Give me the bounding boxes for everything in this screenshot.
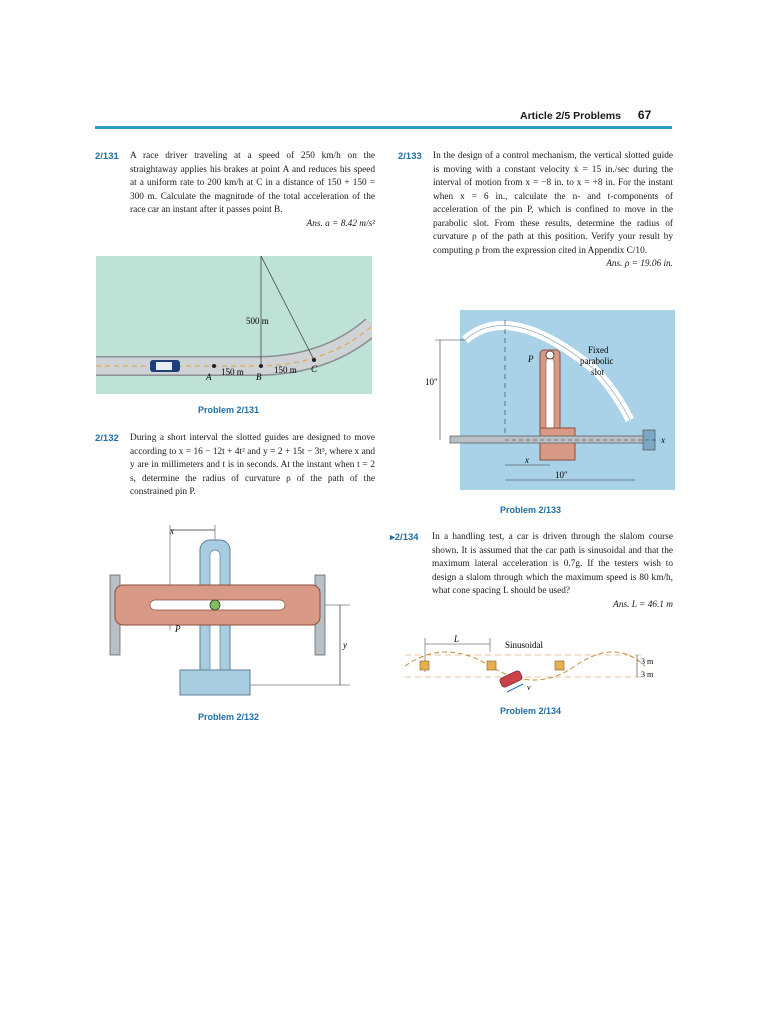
header-section: Article 2/5 Problems bbox=[520, 110, 621, 122]
problem-2-133 bbox=[398, 150, 673, 272]
problem-text: A race driver traveling at a speed of 250 km/h on the straightaway applies his brakes at point A and reduces his speed at a uniform rate to 200 km/h at C in a distance of 150 + 150 = 300 m. Calculate the magnitude of the total acceleration of the race car an instant after it passes point B. bbox=[130, 151, 375, 215]
pin-label: P bbox=[528, 354, 534, 364]
running-header bbox=[520, 108, 651, 122]
vertical-guide-base bbox=[180, 670, 250, 695]
point-a-marker bbox=[212, 364, 216, 368]
problem-number: 2/131 bbox=[95, 151, 119, 162]
radius-label: 500 m bbox=[246, 316, 269, 326]
segment-bc-label: 150 m bbox=[274, 365, 297, 375]
point-c-marker bbox=[312, 358, 316, 362]
problem-number: 2/133 bbox=[398, 151, 422, 162]
header-rule bbox=[95, 126, 672, 129]
sinusoidal-label: Sinusoidal bbox=[505, 640, 544, 650]
figure-background bbox=[460, 310, 675, 490]
point-b-marker bbox=[259, 364, 263, 368]
problem-text: In the design of a control mechanism, the vertical slotted guide is moving with a constant velocity ẋ = 15 in./sec during the interval of motion from x = −8 in. to x = +8 in. For the instant when x = 6 in., calculate the n- and t-components of acceleration of the pin P, which is confined to move in the parabolic slot. From these results, determine the radius of curvature ρ of the path at this position. Verify your result by computing ρ from the expression cited in Appendix C/10. bbox=[433, 151, 673, 256]
caption-2-134: Problem 2/134 bbox=[500, 706, 562, 716]
problem-2-134 bbox=[390, 531, 673, 612]
problem-number: ▸2/134 bbox=[390, 532, 419, 543]
figure-2-133 bbox=[425, 310, 675, 490]
y-label: y bbox=[343, 640, 347, 650]
dim2-label: 3 m bbox=[641, 670, 654, 679]
figure-2-134 bbox=[405, 632, 673, 702]
caption-2-131: Problem 2/131 bbox=[198, 405, 260, 415]
slot-label-3: slot bbox=[591, 367, 605, 377]
figure-2-132 bbox=[100, 520, 365, 705]
problem-text: In a handling test, a car is driven through the slalom course shown. It is assumed that the car path is sinusoidal and that the maximum lateral acceleration is 0.7g. If the testers wish to design a slalom through which the maximum speed is 80 km/h, what cone spacing L should be used? bbox=[432, 532, 673, 596]
pin-label: P bbox=[175, 624, 181, 634]
caption-2-133: Problem 2/133 bbox=[500, 505, 562, 515]
problem-answer: Ans. a = 8.42 m/s² bbox=[306, 218, 375, 229]
point-c-label: C bbox=[311, 364, 318, 374]
l-label: L bbox=[454, 634, 460, 644]
point-a-label: A bbox=[206, 372, 212, 382]
cone-2-icon bbox=[487, 661, 496, 670]
cone-1-icon bbox=[420, 661, 429, 670]
v-label: v bbox=[527, 683, 531, 692]
width-label: 10″ bbox=[555, 470, 568, 480]
slot-label-1: Fixed bbox=[588, 345, 609, 355]
problem-answer: Ans. L = 46.1 m bbox=[613, 599, 673, 610]
x-label: x bbox=[525, 455, 529, 465]
problem-2-131 bbox=[95, 150, 375, 231]
x-axis-label: x bbox=[661, 435, 665, 445]
cone-3-icon bbox=[555, 661, 564, 670]
pin-p-marker bbox=[210, 600, 220, 610]
problem-answer: Ans. ρ = 19.06 in. bbox=[606, 259, 673, 269]
slot-label-2: parabolic bbox=[580, 356, 614, 366]
point-b-label: B bbox=[256, 372, 262, 382]
page-number: 67 bbox=[637, 108, 652, 122]
vertical-slot bbox=[546, 358, 554, 438]
guide-rod bbox=[450, 436, 650, 443]
figure-2-131 bbox=[96, 256, 372, 394]
problem-2-132 bbox=[95, 432, 375, 500]
dim1-label: 3 m bbox=[641, 657, 654, 666]
problem-text: During a short interval the slotted guides are designed to move according to x = 16 − 12t + 4t² and y = 2 + 15t − 3t³, where x and y are in millimeters and t is in seconds. At the instant when t = 2 s, determine the radius of curvature ρ of the path of the constrained pin P. bbox=[130, 433, 375, 497]
segment-ab-label: 150 m bbox=[221, 367, 244, 377]
problem-number: 2/132 bbox=[95, 433, 119, 444]
x-label: x bbox=[170, 526, 174, 536]
pin-p-marker bbox=[546, 351, 554, 359]
race-car-cockpit bbox=[156, 362, 172, 370]
height-label: 10″ bbox=[425, 377, 438, 387]
guide-slider bbox=[540, 428, 575, 460]
caption-2-132: Problem 2/132 bbox=[198, 712, 260, 722]
sinusoidal-path bbox=[405, 652, 645, 680]
